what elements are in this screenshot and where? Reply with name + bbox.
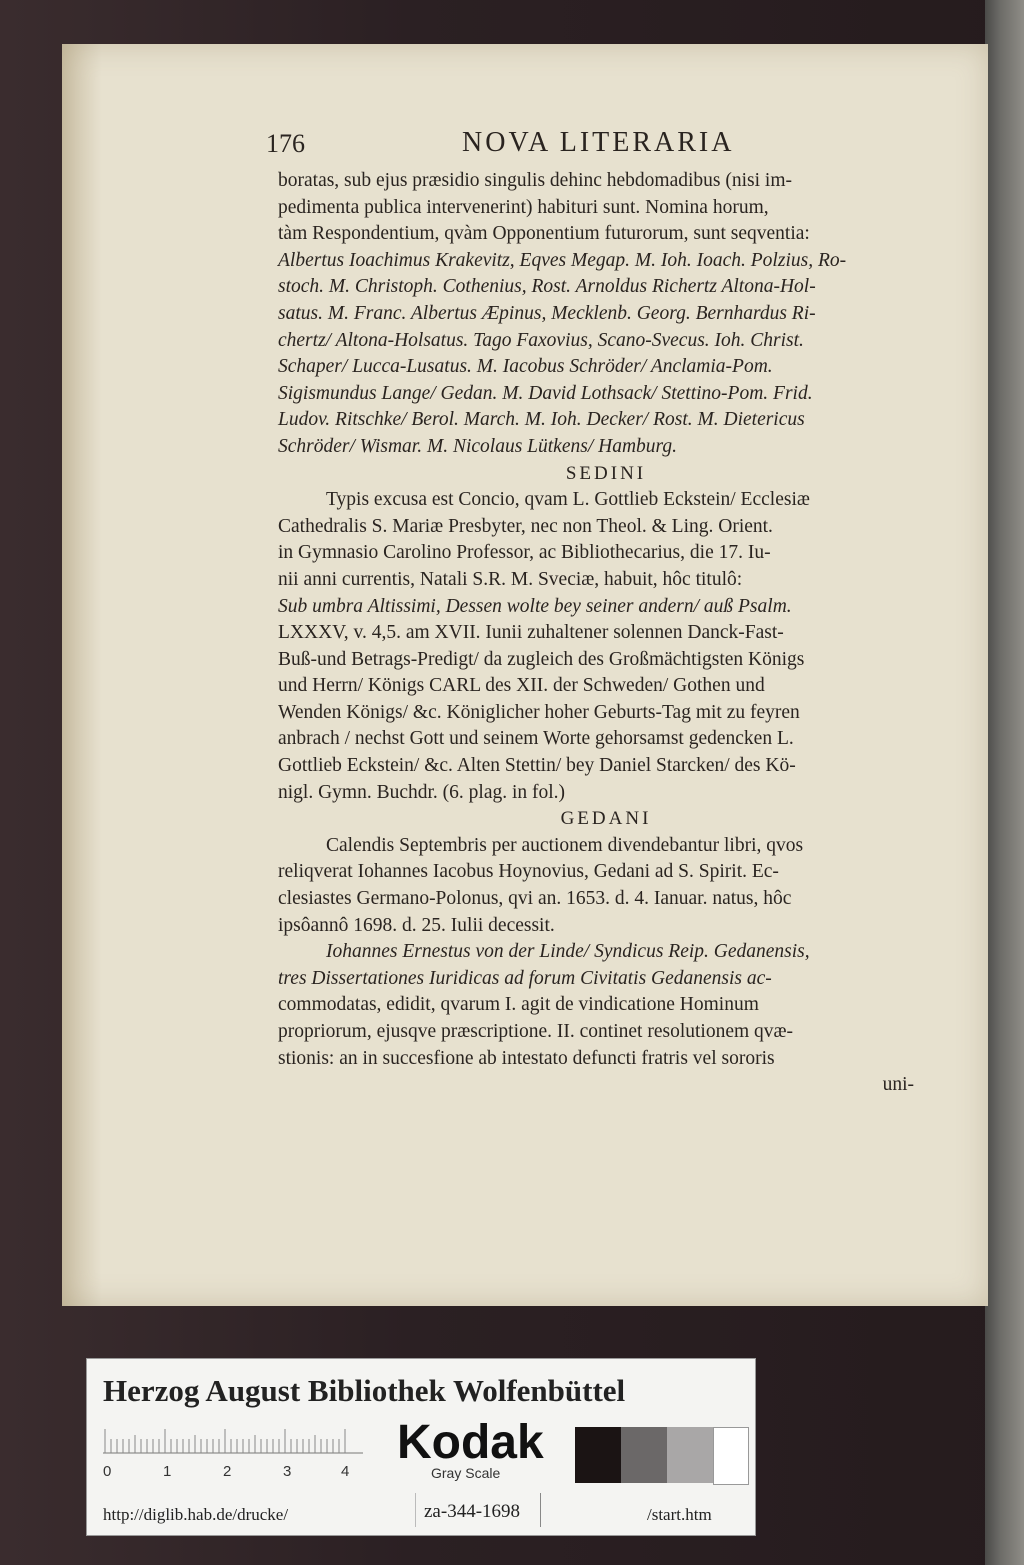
text-line: in Gymnasio Carolino Professor, ac Bibliothecarius, die 17. Iu- — [278, 542, 771, 564]
kodak-logo: Kodak — [397, 1416, 544, 1469]
paragraph-gedani — [278, 833, 934, 939]
ruler-number: 4 — [341, 1463, 350, 1480]
text-line: tàm Respondentium, qvàm Opponentium futurorum, sunt seqventia: — [278, 223, 810, 245]
paragraph-names — [278, 168, 934, 461]
text-line: und Herrn/ Königs CARL des XII. der Schweden/ Gothen und — [278, 675, 765, 697]
section-heading-gedani: GEDANI — [560, 808, 652, 830]
running-title: NOVA LITERARIA — [462, 127, 735, 158]
text-line: commodatas, edidit, qvarum I. agit de vindicatione Hominum — [278, 994, 759, 1016]
text-line: tres Dissertationes Iuridicas ad forum Civitatis Gedanensis ac- — [278, 967, 772, 989]
gray-patch-white — [713, 1427, 749, 1485]
text-line: Wenden Königs/ &c. Königlicher hoher Geburts-Tag mit zu feyren — [278, 701, 800, 723]
library-name: Herzog August Bibliothek Wolfenbüttel — [103, 1373, 626, 1408]
text-line: Schaper/ Lucca-Lusatus. M. Iacobus Schröder/ Anclamia-Pom. — [278, 356, 773, 378]
text-line: stionis: an in succesfione ab intestato defuncti fratris vel sororis — [278, 1047, 775, 1069]
ruler-number: 2 — [223, 1463, 232, 1480]
text-line: Gottlieb Eckstein/ &c. Alten Stettin/ bey Daniel Starcken/ des Kö- — [278, 755, 796, 777]
gray-scale-label: Gray Scale — [431, 1465, 501, 1481]
page-text — [278, 168, 934, 1099]
text-line: nigl. Gymn. Buchdr. (6. plag. in fol.) — [278, 781, 566, 803]
text-line: stoch. M. Christoph. Cothenius, Rost. Arnoldus Richertz Altona-Hol- — [278, 276, 816, 298]
shelfmark: za-344-1698 — [424, 1501, 521, 1522]
text-line: clesiastes Germano-Polonus, qvi an. 1653. d. 4. Ianuar. natus, hôc — [278, 888, 792, 910]
text-line: Cathedralis S. Mariæ Presbyter, nec non Theol. & Ling. Orient. — [278, 515, 773, 537]
text-line: boratas, sub ejus præsidio singulis dehinc hebdomadibus (nisi im- — [278, 170, 792, 191]
text-line: Albertus Ioachimus Krakevitz, Eqves Megap. M. Ioh. Ioach. Polzius, Ro- — [278, 249, 847, 271]
scale-ruler-icon — [103, 1425, 363, 1455]
text-line: pedimenta publica intervenerint) habituri sunt. Nomina horum, — [278, 196, 769, 218]
text-line: Iohannes Ernestus von der Linde/ Syndicus Reip. Gedanensis, — [326, 941, 810, 963]
text-line: Sub umbra Altissimi, Dessen wolte bey seiner andern/ auß Psalm. — [278, 595, 792, 617]
paragraph-sedini — [278, 487, 934, 806]
text-line: nii anni currentis, Natali S.R. M. Sveciæ, habuit, hôc titulô: — [278, 568, 743, 590]
gray-patch-light — [667, 1427, 713, 1483]
url-left: http://diglib.hab.de/drucke/ — [103, 1505, 289, 1524]
text-line: ipsôannô 1698. d. 25. Iulii decessit. — [278, 914, 555, 936]
gray-patch-mid — [621, 1427, 667, 1483]
text-line: LXXXV, v. 4,5. am XVII. Iunii zuhaltener solennen Danck-Fast- — [278, 622, 784, 644]
text-line: Schröder/ Wismar. M. Nicolaus Lütkens/ Hamburg. — [278, 435, 678, 457]
text-line: Ludov. Ritschke/ Berol. March. M. Ioh. Decker/ Rost. M. Dietericus — [278, 409, 805, 431]
section-heading-sedini: SEDINI — [565, 462, 647, 484]
catchword: uni- — [882, 1074, 914, 1096]
paragraph-linde — [278, 939, 934, 1072]
scanner-edge — [985, 0, 1024, 1565]
page-header — [266, 123, 766, 163]
text-line: Buß-und Betrags-Predigt/ da zugleich des Großmächtigsten Königs — [278, 648, 805, 670]
text-line: anbrach / nechst Gott und seinem Worte gehorsamst gedencken L. — [278, 728, 794, 750]
gray-patch-black — [575, 1427, 621, 1483]
text-line: satus. M. Franc. Albertus Æpinus, Mecklenb. Georg. Bernhardus Ri- — [278, 302, 816, 324]
ruler-number: 0 — [103, 1463, 112, 1480]
ruler-number: 3 — [283, 1463, 292, 1480]
url-right: /start.htm — [647, 1505, 712, 1524]
ruler-number: 1 — [163, 1463, 172, 1480]
page-number: 176 — [266, 129, 305, 158]
shelfmark-box — [415, 1493, 541, 1527]
page-gutter-shadow — [62, 44, 102, 1306]
text-line: chertz/ Altona-Holsatus. Tago Faxovius, Scano-Svecus. Ioh. Christ. — [278, 329, 804, 351]
library-label-card — [86, 1358, 756, 1536]
text-line: Typis excusa est Concio, qvam L. Gottlieb Eckstein/ Ecclesiæ — [326, 489, 810, 511]
text-line: Calendis Septembris per auctionem divendebantur libri, qvos — [326, 834, 804, 856]
text-line: propriorum, ejusqve præscriptione. II. continet resolutionem qvæ- — [278, 1021, 794, 1042]
text-line: reliqverat Iohannes Iacobus Hoynovius, Gedani ad S. Spirit. Ec- — [278, 861, 779, 883]
text-line: Sigismundus Lange/ Gedan. M. David Lothsack/ Stettino-Pom. Frid. — [278, 382, 813, 404]
